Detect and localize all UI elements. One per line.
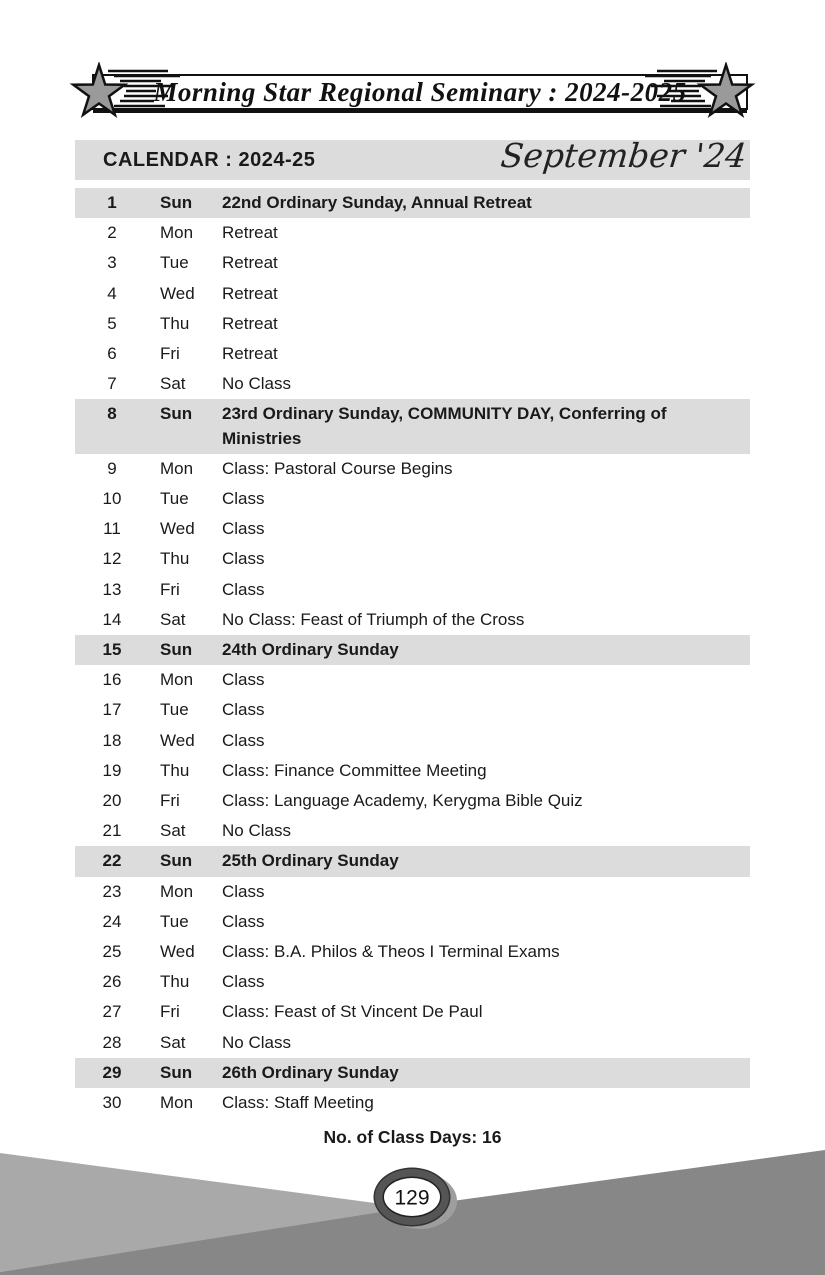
row-day: Sun (160, 851, 193, 871)
row-day: Thu (160, 972, 190, 992)
calendar-row (75, 695, 750, 725)
calendar-row (75, 786, 750, 816)
row-date: 6 (107, 344, 117, 364)
calendar-row (75, 544, 750, 574)
class-days-summary: No. of Class Days: 16 (323, 1127, 502, 1148)
row-date: 13 (102, 579, 122, 599)
row-day: Mon (160, 458, 194, 478)
row-event: Class (222, 730, 265, 750)
row-date: 12 (102, 549, 122, 569)
row-date: 27 (102, 1002, 122, 1022)
row-date: 15 (102, 640, 122, 660)
row-event: 22nd Ordinary Sunday, Annual Retreat (222, 193, 532, 212)
calendar-row (75, 665, 750, 695)
star-icon-left (68, 62, 186, 122)
calendar-row (75, 967, 750, 997)
calendar-row (75, 454, 750, 484)
row-event: Retreat (222, 223, 278, 243)
calendar-row (75, 218, 750, 248)
row-event: Class (222, 549, 265, 569)
calendar-row (75, 309, 750, 339)
row-day: Wed (160, 730, 195, 750)
row-date: 26 (102, 972, 122, 992)
row-day: Fri (160, 791, 180, 811)
calendar-row (75, 399, 750, 453)
row-event: Class (222, 700, 265, 720)
calendar-row (75, 369, 750, 399)
row-day: Sat (160, 821, 186, 841)
row-day: Mon (160, 223, 194, 243)
row-event: Retreat (222, 313, 278, 333)
calendar-row (75, 484, 750, 514)
row-day: Tue (160, 700, 189, 720)
calendar-row (75, 997, 750, 1027)
calendar-row (75, 877, 750, 907)
row-event: Retreat (222, 344, 278, 364)
row-event: Class (222, 579, 265, 599)
row-day: Wed (160, 283, 195, 303)
row-event: Class: B.A. Philos & Theos I Terminal Exams (222, 942, 560, 962)
row-day: Fri (160, 344, 180, 364)
row-date: 24 (102, 911, 122, 931)
row-event: Class: Finance Committee Meeting (222, 760, 487, 780)
row-day: Sun (160, 640, 193, 660)
row-day: Thu (160, 313, 190, 333)
row-date: 11 (103, 519, 121, 539)
row-event: Class (222, 911, 265, 931)
row-event: Class (222, 670, 265, 690)
row-date: 19 (102, 760, 122, 780)
calendar-row (75, 279, 750, 309)
calendar-row (75, 1028, 750, 1058)
row-event: Class (222, 519, 265, 539)
row-date: 23 (102, 881, 122, 901)
row-date: 1 (107, 193, 117, 212)
row-day: Sun (160, 1062, 193, 1082)
row-day: Mon (160, 1093, 194, 1113)
row-event: Class: Feast of St Vincent De Paul (222, 1002, 483, 1022)
row-event: Class: Pastoral Course Begins (222, 458, 453, 478)
row-date: 5 (107, 313, 117, 333)
row-day: Tue (160, 911, 189, 931)
row-date: 25 (102, 942, 122, 962)
row-day: Tue (160, 489, 189, 509)
row-day: Sun (160, 193, 193, 212)
row-event: 24th Ordinary Sunday (222, 640, 399, 660)
row-date: 9 (107, 458, 117, 478)
row-day: Sun (160, 404, 193, 424)
calendar-row (75, 846, 750, 876)
calendar-header-bar (75, 136, 750, 180)
row-event: 25th Ordinary Sunday (222, 851, 399, 871)
row-day: Sat (160, 374, 186, 394)
row-event: Retreat (222, 253, 278, 273)
star-icon-right (639, 62, 757, 122)
calendar-row (75, 605, 750, 635)
calendar-row (75, 1088, 750, 1118)
row-event: No Class (222, 1032, 291, 1052)
calendar-row (75, 726, 750, 756)
row-date: 7 (107, 374, 117, 394)
calendar-row (75, 907, 750, 937)
row-date: 10 (102, 489, 122, 509)
row-day: Mon (160, 670, 194, 690)
row-date: 3 (107, 253, 117, 273)
calendar-row (75, 188, 750, 218)
calendar-row (75, 816, 750, 846)
row-event: No Class (222, 821, 291, 841)
row-event: Class (222, 881, 265, 901)
row-date: 16 (102, 670, 122, 690)
row-day: Fri (160, 1002, 180, 1022)
footer-artwork (0, 1140, 825, 1275)
row-date: 4 (107, 283, 117, 303)
row-day: Sat (160, 1032, 186, 1052)
row-day: Wed (160, 942, 195, 962)
row-event: Retreat (222, 283, 278, 303)
row-event: Class (222, 972, 265, 992)
row-day: Thu (160, 760, 190, 780)
page-number: 129 (394, 1186, 430, 1210)
row-event: No Class: Feast of Triumph of the Cross (222, 609, 525, 629)
calendar-row (75, 756, 750, 786)
row-date: 20 (102, 791, 122, 811)
row-date: 30 (102, 1093, 122, 1113)
calendar-rows (75, 188, 750, 1148)
row-event: No Class (222, 374, 291, 394)
calendar-row (75, 514, 750, 544)
calendar-row (75, 937, 750, 967)
row-event: 23rd Ordinary Sunday, COMMUNITY DAY, Conferring of Ministries (222, 404, 667, 448)
row-day: Fri (160, 579, 180, 599)
row-date: 21 (102, 821, 122, 841)
calendar-row (75, 635, 750, 665)
calendar-row (75, 1058, 750, 1088)
row-event: Class (222, 489, 265, 509)
calendar-row (75, 248, 750, 278)
row-date: 14 (102, 609, 122, 629)
row-event: Class: Language Academy, Kerygma Bible Quiz (222, 791, 583, 811)
seminary-title: Morning Star Regional Seminary : 2024-2025 (153, 76, 687, 107)
row-date: 29 (102, 1062, 122, 1082)
row-date: 22 (102, 851, 122, 871)
month-label: September '24 (498, 136, 749, 175)
row-date: 28 (102, 1032, 122, 1052)
calendar-title: CALENDAR : 2024-25 (103, 149, 316, 171)
row-day: Tue (160, 253, 189, 273)
row-day: Sat (160, 609, 186, 629)
row-event: 26th Ordinary Sunday (222, 1062, 399, 1082)
row-day: Mon (160, 881, 194, 901)
row-day: Wed (160, 519, 195, 539)
calendar-row (75, 339, 750, 369)
row-date: 17 (102, 700, 122, 720)
calendar-row (75, 575, 750, 605)
row-event: Class: Staff Meeting (222, 1093, 374, 1113)
row-date: 8 (107, 404, 117, 424)
row-date: 2 (107, 223, 117, 243)
row-day: Thu (160, 549, 190, 569)
row-date: 18 (102, 730, 122, 750)
